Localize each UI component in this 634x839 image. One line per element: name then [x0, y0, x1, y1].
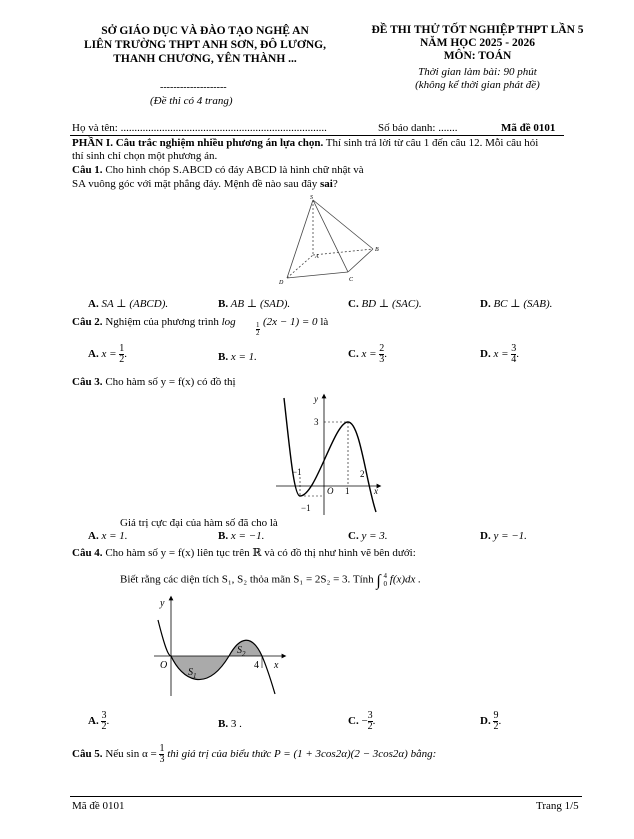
school-name-2: THANH CHƯƠNG, YÊN THÀNH ...	[113, 53, 297, 65]
q3-option-d[interactable]: D. y = −1.	[480, 530, 527, 542]
q3-option-a[interactable]: A. x = 1.	[88, 530, 128, 542]
q3-stem: Cho hàm số y = f(x) có đồ thị	[102, 376, 236, 388]
q1-label: Câu 1.	[72, 164, 103, 176]
exam-title: ĐỀ THI THỬ TỐT NGHIỆP THPT LẦN 5	[371, 24, 584, 36]
q4-label-s2: $S_2$	[237, 645, 246, 658]
time-limit: Thời gian làm bài: 90 phút	[418, 66, 537, 78]
q1-stem-bold: sai	[319, 178, 333, 190]
q4-graph	[154, 594, 289, 699]
q3-label-y: y	[314, 394, 318, 404]
q2-equation: (2x − 1) = 0 là	[263, 316, 329, 328]
q2-log: log	[221, 316, 236, 328]
q5-text	[72, 744, 436, 765]
q2-option-c[interactable]: C. x = $\frac{2}{3}$ .	[348, 343, 388, 365]
q3-label-x: x	[374, 486, 378, 496]
q3-label-1: 1	[345, 486, 350, 496]
part1-instruction: Thí sinh trả lời từ câu 1 đến câu 12. Mỗi câu hỏi	[323, 137, 539, 149]
part1-title: PHẦN I. Câu trắc nghiệm nhiều phương án lựa chọn.	[72, 137, 324, 149]
label-b: B	[375, 247, 379, 253]
school-year: NĂM HỌC 2025 - 2026	[420, 37, 535, 49]
q4-label-x: x	[274, 660, 279, 671]
part1-heading	[72, 137, 538, 150]
edge-dc	[287, 272, 348, 278]
q3-label: Câu 3.	[72, 376, 103, 388]
q3-graph	[276, 392, 386, 517]
q4-text-2: Biết rằng các diện tích S₁, S₂ thỏa mãn S₁ = 2S₂ = 3. Tính ∫ 4 0 f(x)dx .	[120, 572, 421, 590]
label-d: D	[279, 280, 284, 286]
pyramid-figure	[270, 192, 390, 292]
name-field: Họ và tên: ...........................................................................	[72, 122, 327, 134]
pages-note: (Đề thi có 4 trang)	[150, 95, 233, 107]
q3-label-neg1x: −1	[292, 467, 302, 477]
q4-option-a[interactable]: A. $\frac{3}{2}$ .	[88, 710, 110, 732]
header-right	[370, 24, 585, 63]
q4-option-c[interactable]: C. − $\frac{3}{2}$ .	[348, 710, 376, 732]
subject: MÔN: TOÁN	[443, 50, 512, 62]
q4-label-y: y	[160, 598, 165, 609]
q3-label-o: O	[327, 486, 334, 496]
q2-option-b[interactable]: B. x = 1.	[218, 351, 257, 363]
q1-text	[72, 164, 364, 176]
q3-label-neg1y: −1	[301, 503, 311, 513]
edge-sc	[313, 200, 348, 272]
q4-label-o: O	[160, 660, 168, 671]
time-info	[370, 66, 585, 92]
edge-sb	[313, 200, 373, 249]
q1-stem-2: SA vuông góc với mặt phẳng đáy. Mệnh đề nào sau đây	[72, 178, 320, 190]
q5-label: Câu 5.	[72, 748, 103, 761]
q2-log-base: 1 2	[256, 321, 260, 337]
q2-stem: Nghiệm của phương trình	[102, 316, 222, 328]
q3-option-c[interactable]: C. y = 3.	[348, 530, 388, 542]
label-a: A	[315, 254, 319, 260]
q2-option-d[interactable]: D. x = $\frac{3}{4}$ .	[480, 343, 520, 365]
q3-text	[72, 376, 236, 388]
q4-label-4: 4	[254, 660, 259, 671]
department-name: SỞ GIÁO DỤC VÀ ĐÀO TẠO NGHỆ AN	[101, 25, 309, 37]
time-note: (không kể thời gian phát đề)	[415, 79, 540, 91]
q4-label-s1: $S_1$	[188, 667, 197, 680]
q1-stem-end: ?	[332, 178, 338, 190]
q4-option-b[interactable]: B. 3 .	[218, 718, 242, 730]
q5-fraction: $\frac{1}{3}$	[159, 743, 165, 765]
q1-option-a[interactable]: A. SA ⊥ (ABCD).	[88, 298, 169, 310]
q4-label: Câu 4.	[72, 547, 103, 559]
edge-cb	[348, 249, 373, 272]
q1-option-c[interactable]: C. BD ⊥ (SAC).	[348, 298, 422, 310]
q4-option-d[interactable]: D. $\frac{9}{2}$ .	[480, 710, 502, 732]
school-name-1: LIÊN TRƯỜNG THPT ANH SƠN, ĐÔ LƯƠNG,	[84, 39, 326, 51]
q4-stem: Cho hàm số y = f(x) liên tục trên ℝ và có đồ thị như hình vẽ bên dưới:	[102, 547, 416, 559]
q3-label-3: 3	[314, 417, 319, 427]
q5-stem: Nếu sin α =	[102, 748, 157, 761]
sbd-field: Số báo danh: .......	[378, 122, 458, 134]
q2-option-a[interactable]: A. x = $\frac{1}{2}$ .	[88, 343, 128, 365]
q2-text	[72, 316, 236, 328]
q1-text-2	[72, 178, 338, 190]
q5-stem-2: thì giá trị của biểu thức P = (1 + 3cos2α)(2 − 3cos2α) bằng:	[167, 748, 437, 761]
q1-option-d[interactable]: D. BC ⊥ (SAB).	[480, 298, 553, 310]
header-dashes: --------------------	[160, 82, 227, 93]
q3-label-2: 2	[360, 469, 365, 479]
label-s: S	[310, 195, 313, 201]
q3-question: Giá trị cực đại của hàm số đã cho là	[120, 517, 278, 529]
part1-instruction-2: thí sinh chỉ chọn một phương án.	[72, 150, 218, 162]
label-c: C	[349, 277, 354, 283]
header-divider	[70, 135, 564, 136]
header-left	[75, 24, 335, 66]
q2-label: Câu 2.	[72, 316, 103, 328]
exam-code: Mã đề 0101	[501, 122, 556, 134]
q1-stem: Cho hình chóp S.ABCD có đáy ABCD là hình chữ nhật và	[102, 164, 364, 176]
edge-ab	[313, 249, 373, 255]
footer-page: Trang 1/5	[536, 800, 579, 812]
footer-divider	[70, 796, 582, 797]
q3-option-b[interactable]: B. x = −1.	[218, 530, 265, 542]
q1-option-b[interactable]: B. AB ⊥ (SAD).	[218, 298, 291, 310]
q4-text	[72, 546, 416, 559]
footer-code: Mã đề 0101	[72, 800, 125, 812]
integral-sign: ∫	[376, 572, 381, 590]
